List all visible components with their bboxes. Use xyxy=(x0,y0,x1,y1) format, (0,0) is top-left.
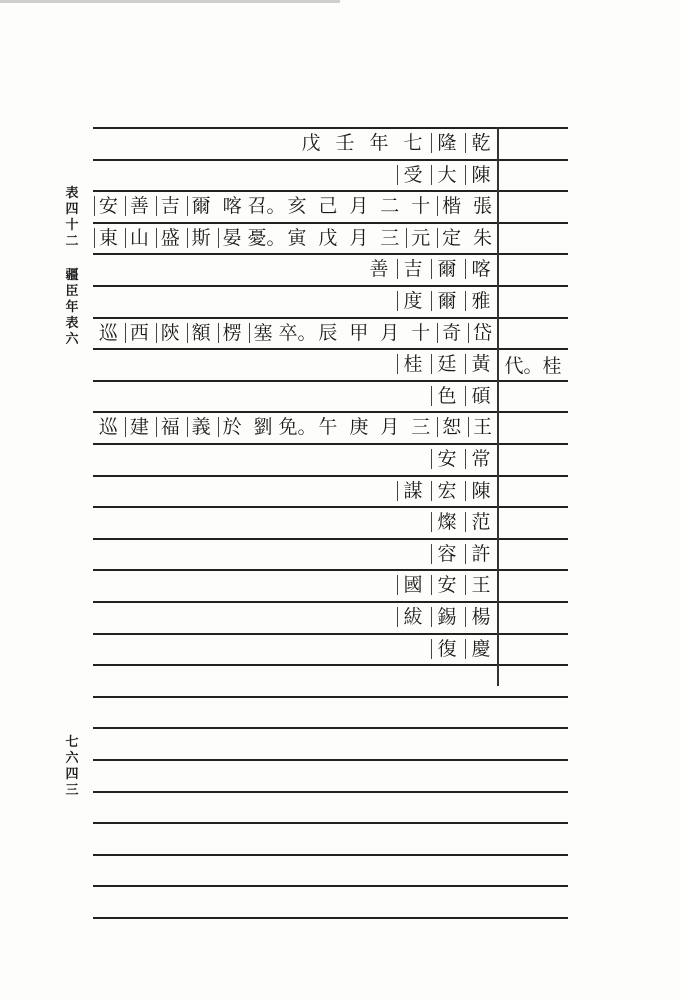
table-row xyxy=(93,160,498,190)
table-row xyxy=(93,286,498,316)
table-cell: 月 xyxy=(349,227,369,249)
table-cell: 廷 xyxy=(430,353,464,375)
row-rule xyxy=(93,696,568,698)
table-grid xyxy=(93,127,568,909)
table-cell: 於 xyxy=(217,416,248,438)
table-cell: 慶 xyxy=(464,638,498,660)
table-cell: 容 xyxy=(430,543,464,565)
table-cell: 爾 xyxy=(430,258,464,280)
margin-char: 疆 xyxy=(65,268,79,283)
margin-char: 表 xyxy=(65,186,79,201)
table-cell: 朱 xyxy=(473,227,493,249)
table-cell: 奇 xyxy=(436,322,467,344)
table-cell: 復 xyxy=(430,638,464,660)
table-cell: 安 xyxy=(430,448,464,470)
table-cell: 楷 xyxy=(436,195,467,217)
table-cell: 乾 xyxy=(464,132,498,154)
table-cell: 吉 xyxy=(396,258,430,280)
table-cell: 塞 xyxy=(248,322,279,344)
table-row xyxy=(93,602,498,632)
table-cell: 巡 xyxy=(98,322,118,344)
table-row xyxy=(93,254,498,284)
table-cell: 寅 xyxy=(287,227,307,249)
table-cell: 許 xyxy=(464,543,498,565)
scan-top-edge xyxy=(0,0,340,3)
table-cell: 卒。 xyxy=(278,322,317,344)
table-cell: 楊 xyxy=(464,606,498,628)
table-cell: 戊 xyxy=(301,132,321,154)
table-cell: 恕 xyxy=(436,416,467,438)
table-row xyxy=(93,476,498,506)
table-row xyxy=(93,634,498,664)
table-cell: 庚 xyxy=(349,416,369,438)
table-cell: 甲 xyxy=(349,322,369,344)
table-cell: 二 xyxy=(380,195,400,217)
table-row xyxy=(93,570,498,600)
table-cell: 安 xyxy=(93,195,124,217)
table-cell: 張 xyxy=(473,195,493,217)
table-cell: 劉 xyxy=(253,416,273,438)
table-cell: 辰 xyxy=(318,322,338,344)
table-cell: 義 xyxy=(186,416,217,438)
table-cell: 東 xyxy=(93,227,124,249)
table-cell: 喀 xyxy=(464,258,498,280)
table-row xyxy=(93,381,498,411)
table-cell: 亥 xyxy=(287,195,307,217)
margin-char: 七 xyxy=(65,735,79,750)
table-cell: 斯 xyxy=(186,227,217,249)
table-cell: 桂 xyxy=(396,353,430,375)
table-cell: 碩 xyxy=(464,385,498,407)
margin-char: 臣 xyxy=(65,284,79,299)
margin-char: 三 xyxy=(65,783,79,798)
table-cell: 黃 xyxy=(464,353,498,375)
table-cell: 隆 xyxy=(430,132,464,154)
margin-title xyxy=(62,186,82,348)
table-cell: 吉 xyxy=(155,195,186,217)
table-cell: 雅 xyxy=(464,290,498,312)
table-cell: 壬 xyxy=(335,132,355,154)
table-cell: 陝 xyxy=(155,322,186,344)
row-rule xyxy=(93,854,568,856)
table-cell: 度 xyxy=(396,290,430,312)
table-cell: 月 xyxy=(380,322,400,344)
table-cell: 定 xyxy=(436,227,467,249)
table-cell: 色 xyxy=(430,385,464,407)
table-cell: 岱 xyxy=(467,322,498,344)
row-rule xyxy=(93,791,568,793)
table-row xyxy=(93,128,498,158)
table-cell: 己 xyxy=(318,195,338,217)
table-row xyxy=(93,507,498,537)
table-cell: 盛 xyxy=(155,227,186,249)
table-cell: 安 xyxy=(430,574,464,596)
table-cell: 七 xyxy=(403,132,423,154)
table-cell: 國 xyxy=(396,574,430,596)
margin-char: 六 xyxy=(65,751,79,766)
row-rule xyxy=(93,822,568,824)
table-cell: 王 xyxy=(464,574,498,596)
table-cell: 山 xyxy=(124,227,155,249)
table-cell: 月 xyxy=(380,416,400,438)
table-cell: 善 xyxy=(369,258,389,280)
table-cell: 善 xyxy=(124,195,155,217)
table-cell: 十 xyxy=(411,195,431,217)
table-cell: 福 xyxy=(155,416,186,438)
margin-char: 六 xyxy=(65,332,79,347)
table-cell: 十 xyxy=(411,322,431,344)
table-cell: 午 xyxy=(318,416,338,438)
table-cell: 錫 xyxy=(430,606,464,628)
table-cell: 紱 xyxy=(396,606,430,628)
table-cell: 建 xyxy=(124,416,155,438)
side-note: 代。桂 xyxy=(504,354,562,377)
row-rule xyxy=(93,727,568,729)
table-row xyxy=(93,412,498,442)
table-cell: 爾 xyxy=(186,195,217,217)
row-rule xyxy=(93,759,568,761)
table-cell: 三 xyxy=(411,416,431,438)
margin-char: 二 xyxy=(65,234,79,249)
table-cell: 宏 xyxy=(430,480,464,502)
table-cell: 謀 xyxy=(396,480,430,502)
table-cell: 西 xyxy=(124,322,155,344)
row-rule xyxy=(93,885,568,887)
table-row xyxy=(93,318,498,348)
table-cell: 月 xyxy=(349,195,369,217)
table-cell: 免。 xyxy=(278,416,317,438)
margin-char: 十 xyxy=(65,218,79,233)
table-cell: 額 xyxy=(186,322,217,344)
margin-char: 表 xyxy=(65,316,79,331)
table-cell: 召。 xyxy=(247,195,286,217)
table-cell: 楞 xyxy=(217,322,248,344)
table-cell: 受 xyxy=(396,164,430,186)
table-row xyxy=(93,349,498,379)
margin-char: 年 xyxy=(65,300,79,315)
table-row xyxy=(93,444,498,474)
table-cell: 陳 xyxy=(464,164,498,186)
table-cell: 巡 xyxy=(98,416,118,438)
page-number xyxy=(62,735,82,799)
table-cell: 大 xyxy=(430,164,464,186)
table-cell: 王 xyxy=(467,416,498,438)
table-cell: 常 xyxy=(464,448,498,470)
table-cell: 晏 xyxy=(217,227,248,249)
table-cell: 憂。 xyxy=(247,227,286,249)
table-row xyxy=(93,191,498,221)
table-cell: 喀 xyxy=(222,195,242,217)
table-cell: 年 xyxy=(369,132,389,154)
table-row xyxy=(93,223,498,253)
table-cell: 燦 xyxy=(430,511,464,533)
table-cell: 三 xyxy=(380,227,400,249)
margin-char: 四 xyxy=(65,767,79,782)
row-rule xyxy=(93,917,568,919)
table-cell: 戊 xyxy=(318,227,338,249)
table-cell: 爾 xyxy=(430,290,464,312)
table-cell: 范 xyxy=(464,511,498,533)
table-row xyxy=(93,539,498,569)
table-cell: 陳 xyxy=(464,480,498,502)
table-cell: 元 xyxy=(405,227,436,249)
margin-char: 四 xyxy=(65,202,79,217)
